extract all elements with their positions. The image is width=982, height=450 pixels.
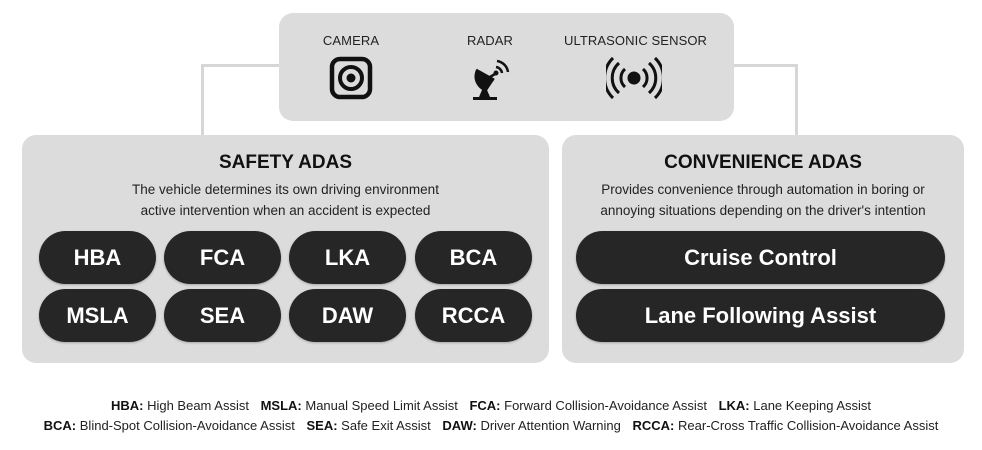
sensor-ultrasonic [564,33,708,100]
sensor-camera [307,33,395,100]
ultrasonic-waves-icon [606,56,662,100]
convenience-description-line-2: annoying situations depending on the driver's intention [600,203,926,218]
legend-line-2 [0,418,982,433]
feature-pill-rcca: RCCA [415,289,532,342]
safety-adas-panel [22,135,549,363]
legend-entry-hba: HBA: High Beam Assist [110,398,249,413]
legend-entry-msla: MSLA: Manual Speed Limit Assist [260,398,458,413]
feature-pill-lane-following-assist: Lane Following Assist [576,289,945,342]
sensor-label: ULTRASONIC SENSOR [564,33,708,48]
sensor-label: CAMERA [322,33,380,48]
feature-pill-sea: SEA [164,289,281,342]
legend-entry-fca: FCA: Forward Collision-Avoidance Assist [469,398,707,413]
connector-right-horizontal [732,64,798,67]
legend-entry-lka: LKA: Lane Keeping Assist [718,398,872,413]
legend-entry-rcca: RCCA: Rear-Cross Traffic Collision-Avoidance Assist [632,418,939,433]
sensor-label: RADAR [466,33,513,48]
feature-pill-bca: BCA [415,231,532,284]
convenience-adas-description [562,179,964,221]
safety-description-line-1: The vehicle determines its own driving environment [132,182,439,197]
convenience-adas-panel [562,135,964,363]
safety-adas-description [22,179,549,221]
feature-pill-fca: FCA [164,231,281,284]
connector-right-vertical [795,64,798,136]
camera-icon [329,56,373,100]
feature-pill-cruise-control: Cruise Control [576,231,945,284]
connector-left-vertical [201,64,204,136]
feature-pill-daw: DAW [289,289,406,342]
sensor-radar [449,33,531,102]
convenience-description-line-1: Provides convenience through automation in boring or [601,182,925,197]
radar-dish-icon [468,56,512,102]
feature-pill-msla: MSLA [39,289,156,342]
feature-pill-hba: HBA [39,231,156,284]
legend-entry-sea: SEA: Safe Exit Assist [306,418,431,433]
legend-line-1 [0,398,982,413]
feature-pill-lka: LKA [289,231,406,284]
legend-entry-daw: DAW: Driver Attention Warning [442,418,621,433]
legend-entry-bca: BCA: Blind-Spot Collision-Avoidance Assist [43,418,295,433]
convenience-adas-title: CONVENIENCE ADAS [664,152,862,173]
connector-left-horizontal [201,64,281,67]
safety-adas-title: SAFETY ADAS [218,152,353,173]
safety-description-line-2: active intervention when an accident is expected [140,203,431,218]
sensor-panel [279,13,734,121]
